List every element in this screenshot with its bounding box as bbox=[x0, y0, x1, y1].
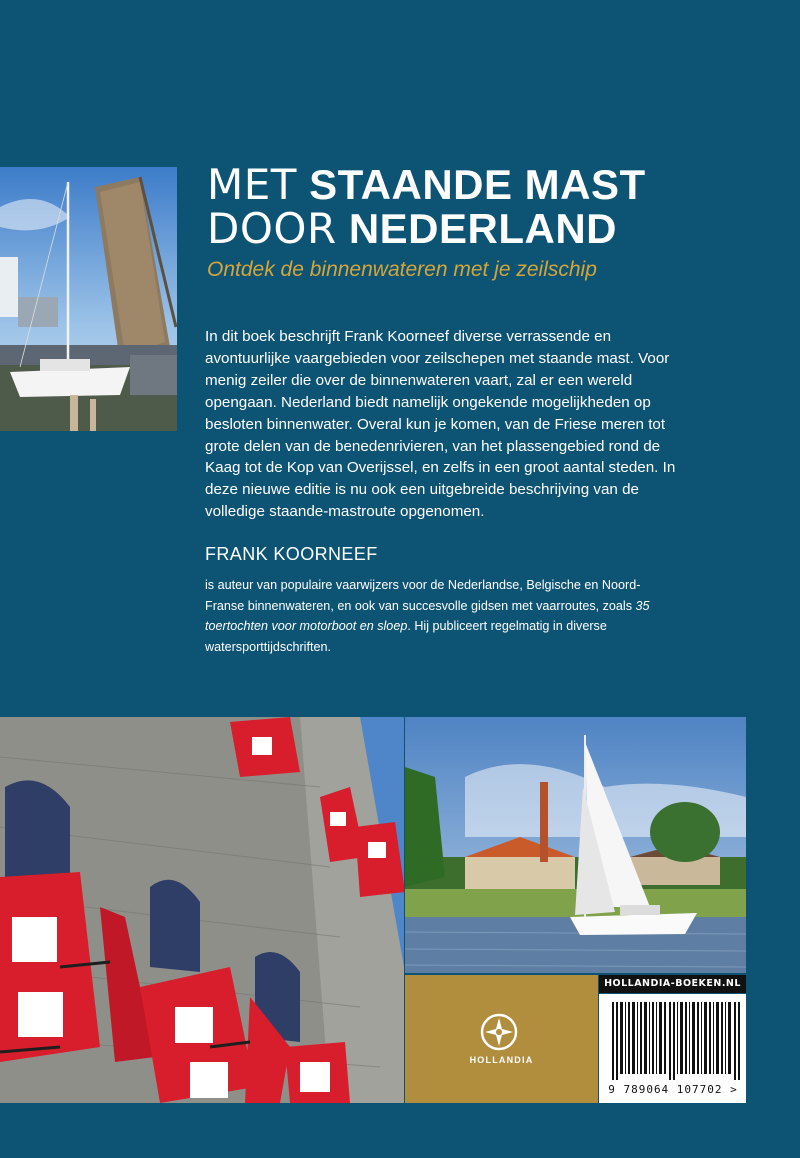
author-bio-part2: . Hij publiceert regelmatig in diverse watersporttijdschriften. bbox=[205, 619, 607, 654]
photo-town-hall-shutters bbox=[0, 717, 404, 1103]
photo-bascule-bridge bbox=[0, 167, 177, 431]
author-bio-book-title: 35 toertochten voor motorboot en sloep bbox=[205, 598, 650, 633]
photo-sailboat-lake bbox=[405, 717, 746, 973]
isbn-barcode bbox=[612, 1002, 740, 1080]
title-line1-bold: STAANDE MAST bbox=[309, 161, 646, 208]
title-line2-light: DOOR bbox=[207, 204, 337, 253]
book-title bbox=[207, 160, 787, 253]
title-line1-light: MET bbox=[207, 160, 297, 209]
author-bio-part1: is auteur van populaire vaarwijzers voor de Nederlandse, Belgische en Noord-Franse binnenwateren, en ook van succesvolle gidsen met vaarroutes, zoals bbox=[205, 578, 641, 613]
publisher-website: HOLLANDIA-BOEKEN.NL bbox=[599, 975, 746, 993]
isbn-number: 9 789064 107702 > bbox=[608, 1083, 738, 1096]
publisher-name: HOLLANDIA bbox=[469, 1055, 534, 1065]
compass-rose-icon bbox=[479, 1012, 519, 1052]
book-blurb: In dit boek beschrijft Frank Koorneef diverse verrassende en avontuurlijke vaargebieden voor zeilschepen met staande mast. Voor menig zeiler die over de binnenwateren vaart, zal er een wereld opengaan. Nederland biedt namelijk ongekende mogelijkheden op besloten binnenwater. Overal kun je komen, van de Friese meren tot grote delen van de benedenrivieren, van het plassengebied rond de Kaag tot de Kop van Overijssel, en zelfs in een groot aantal steden. In deze nieuwe editie is nu ook een uitgebreide beschrijving van de volledige staande-mastroute opgenomen. bbox=[205, 328, 676, 521]
title-line2-bold: NEDERLAND bbox=[348, 205, 617, 252]
book-subtitle: Ontdek de binnenwateren met je zeilschip bbox=[207, 258, 597, 281]
author-bio bbox=[205, 575, 675, 657]
author-name: FRANK KOORNEEF bbox=[205, 544, 378, 564]
